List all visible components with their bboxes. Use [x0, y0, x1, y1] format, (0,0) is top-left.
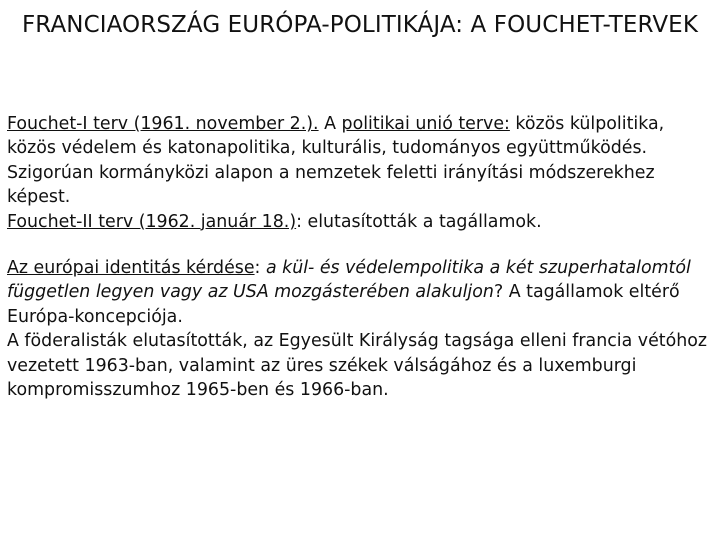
identity-label: Az európai identitás kérdése — [7, 258, 255, 279]
fouchet-2-description: : elutasították a tagállamok. — [296, 211, 542, 232]
identity-rest: ? A tagállamok eltérő Európa-koncepciója. — [7, 282, 680, 327]
identity-question: a kül- és védelempolitika a két szuperhatalomtól független legyen vagy az USA mozgásterében alakuljon — [7, 258, 691, 303]
fouchet-2-label: Fouchet-II terv (1962. január 18.) — [7, 211, 297, 232]
fouchet-1-separator: A — [318, 114, 342, 134]
paragraph-gap — [7, 234, 713, 256]
slide-body — [7, 112, 713, 402]
fouchet-1-label: Fouchet-I terv (1961. november 2.). — [7, 114, 319, 134]
identity-colon: : — [254, 258, 266, 279]
paragraph-fouchet-2 — [7, 210, 713, 234]
paragraph-fouchet-1 — [7, 112, 713, 210]
fouchet-1-description: közös külpolitika, közös védelem és katonapolitika, kulturális, tudományos együttműködés. Szigorúan kormányközi alapon a nemzetek feletti irányítási módszerekhez képest. — [7, 114, 665, 208]
paragraph-identity — [7, 256, 713, 329]
paragraph-federalists: A föderalisták elutasították, az Egyesült Királyság tagsága elleni francia vétóhoz vezetett 1963-ban, valamint az üres székek válságához és a luxemburgi kompromisszumhoz 1965-ben és 1966-ban. — [7, 331, 708, 401]
slide-title: FRANCIAORSZÁG EURÓPA-POLITIKÁJA: A FOUCHET-TERVEK — [21, 12, 699, 38]
political-union-plan-label: politikai unió terve: — [341, 114, 510, 134]
